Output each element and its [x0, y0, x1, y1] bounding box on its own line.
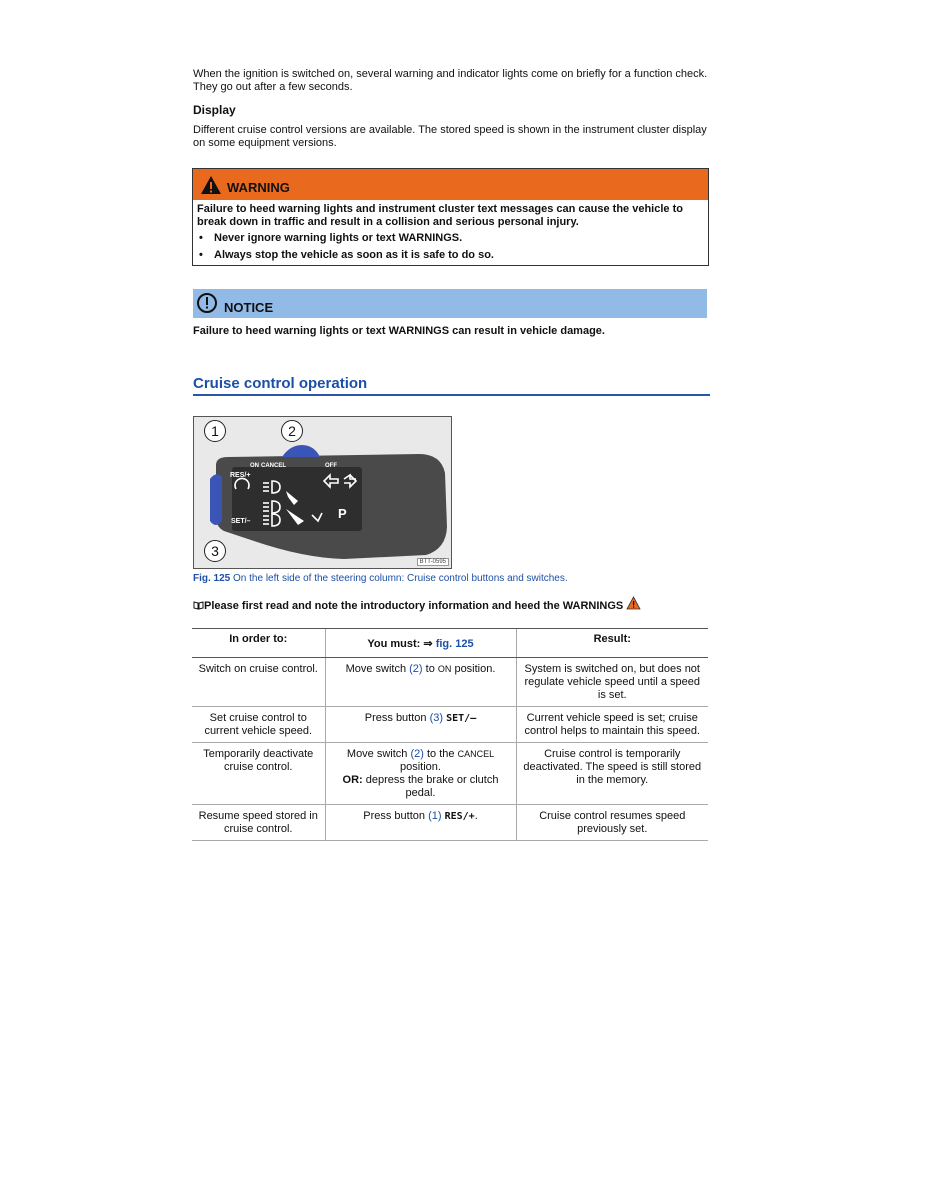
read-note	[193, 596, 641, 612]
callout-2: 2	[281, 420, 303, 442]
figure-number: Fig. 125	[193, 573, 231, 584]
figure-caption	[193, 573, 568, 584]
warning-list	[197, 232, 704, 262]
cruise-control-figure	[193, 416, 452, 569]
header-task: In order to:	[192, 629, 325, 658]
table-row	[192, 707, 708, 743]
warning-body	[193, 200, 708, 262]
warning-triangle-icon	[200, 175, 222, 195]
switch-label-cancel: CANCEL	[261, 463, 286, 469]
result-cell: Cruise control resumes speed previously set.	[516, 805, 708, 841]
set-label: SET/–	[231, 518, 251, 525]
figure-link[interactable]: fig. 125	[435, 638, 474, 650]
warning-triangle-icon	[626, 596, 641, 610]
section-divider	[193, 394, 710, 396]
header-action: You must: ⇒ fig. 125	[325, 629, 516, 658]
notice-title: NOTICE	[224, 300, 274, 315]
book-icon	[193, 601, 204, 610]
action-cell: Press button (1) RES/+.	[325, 805, 516, 841]
res-button-label: RES/+	[444, 811, 475, 822]
task-cell: Temporarily deactivate cruise control.	[192, 743, 325, 805]
table-row	[192, 805, 708, 841]
caption-text: On the left side of the steering column: Cruise control buttons and switches.	[233, 573, 568, 584]
result-cell: Current vehicle speed is set; cruise control helps to maintain this speed.	[516, 707, 708, 743]
switch-label-on: ON	[250, 463, 259, 469]
callout-1: 1	[204, 420, 226, 442]
section-heading: Cruise control operation	[193, 375, 368, 392]
warning-item: • Always stop the vehicle as soon as it is safe to do so.	[197, 249, 704, 262]
warning-item: • Never ignore warning lights or text WARNINGS.	[197, 232, 704, 245]
warning-box	[192, 168, 709, 266]
table-row	[192, 743, 708, 805]
warning-text: Failure to heed warning lights and instrument cluster text messages can cause the vehicle to break down in traffic and result in a collision and serious personal injury.	[197, 203, 683, 228]
header-result: Result:	[516, 629, 708, 658]
parking-symbol: P	[338, 506, 347, 521]
table-row	[192, 658, 708, 707]
warning-title: WARNING	[227, 180, 290, 195]
cruise-control-table	[192, 628, 708, 841]
warning-header	[193, 169, 708, 200]
task-cell: Switch on cruise control.	[192, 658, 325, 707]
intro-paragraph: When the ignition is switched on, several warning and indicator lights come on briefly for a function check. They go out after a few seconds.	[193, 68, 708, 93]
action-cell: Move switch (2) to the CANCEL position. OR: depress the brake or clutch pedal.	[325, 743, 516, 805]
result-cell: Cruise control is temporarily deactivated. The speed is still stored in the memory.	[516, 743, 708, 805]
res-label: RES/+	[230, 472, 251, 479]
figure-ref: BTT-0595	[417, 558, 449, 566]
notice-box	[193, 289, 707, 318]
task-cell: Resume speed stored in cruise control.	[192, 805, 325, 841]
action-cell: Press button (3) SET/–	[325, 707, 516, 743]
read-note-text: Please first read and note the introductory information and heed the WARNINGS	[204, 600, 624, 612]
exclamation-circle-icon	[196, 292, 218, 314]
switch-label-off: OFF	[325, 463, 337, 469]
set-button-label: SET/–	[446, 713, 477, 724]
callout-3: 3	[204, 540, 226, 562]
display-paragraph: Different cruise control versions are available. The stored speed is shown in the instrument cluster display on some equipment versions.	[193, 124, 707, 149]
stalk-illustration	[194, 417, 451, 568]
table-header-row	[192, 629, 708, 658]
display-heading: Display	[193, 103, 236, 117]
result-cell: System is switched on, but does not regulate vehicle speed until a speed is set.	[516, 658, 708, 707]
task-cell: Set cruise control to current vehicle speed.	[192, 707, 325, 743]
notice-text: Failure to heed warning lights or text WARNINGS can result in vehicle damage.	[193, 325, 605, 337]
action-cell: Move switch (2) to ON position.	[325, 658, 516, 707]
